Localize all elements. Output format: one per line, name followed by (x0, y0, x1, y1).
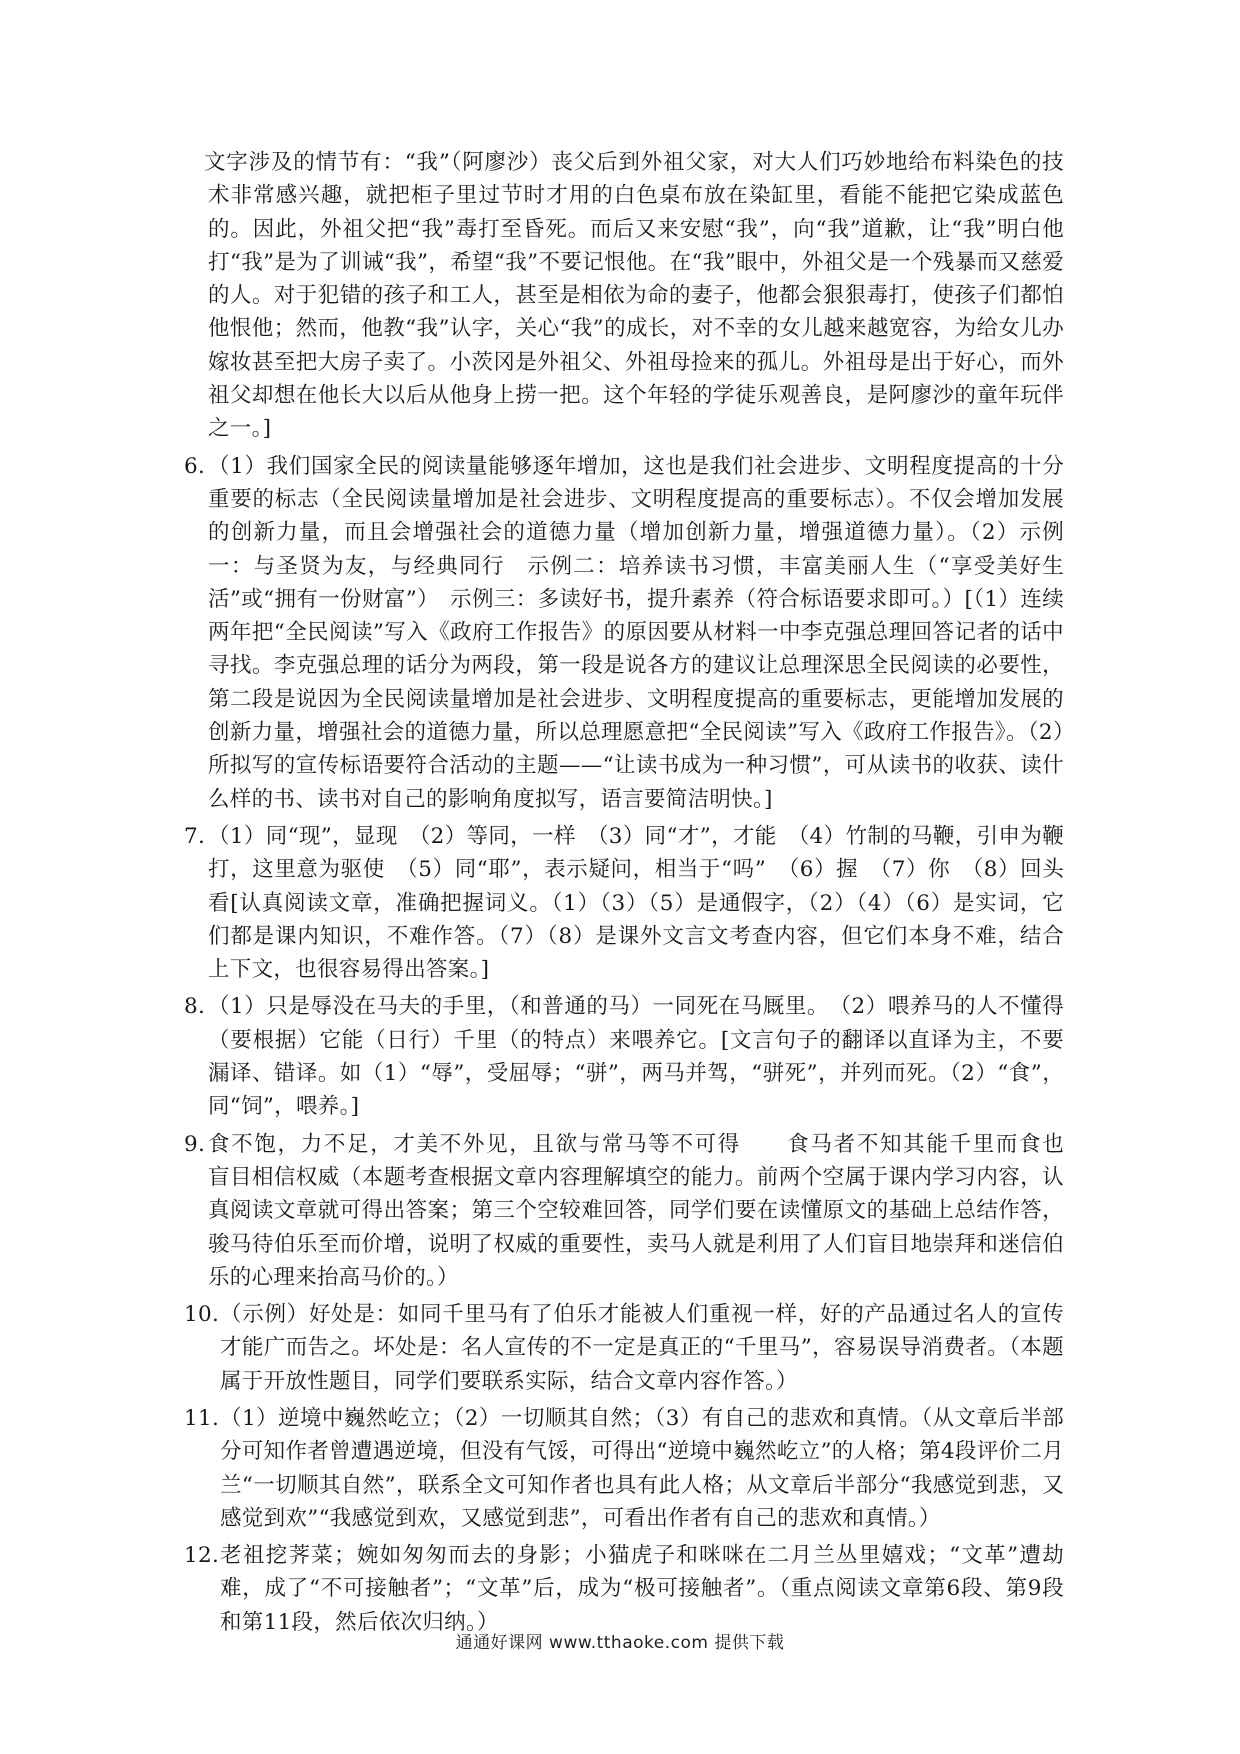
answer-number: 12. (184, 1543, 220, 1569)
answer-text: （示例）好处是：如同千里马有了伯乐才能被人们重视一样，好的产品通过名人的宣传才能广而告之。坏处是：名人宣传的不一定是真正的“千里马”，容易误导消费者。（本题属于开放性题目，同学们要联系实际，结合文章内容作答。） (220, 1302, 1064, 1394)
answer-text: （1）同“现”，显现 （2）等同，一样 （3）同“才”，才能 （4）竹制的马鞭，引申为鞭打，这里意为驱使 （5）同“耶”，表示疑问，相当于“吗” （6）握 （7）你 （8）回头看[认真阅读文章，准确把握词义。（1）（3）（5）是通假字，（2）（4）（6）是实词，它们都是课内知识，不难作答。（7）（8）是课外文言文考查内容，但它们本身不难，结合上下文，也很容易得出答案。] (208, 823, 1064, 983)
answer-text: 老祖挖荠菜；婉如匆匆而去的身影；小猫虎子和咪咪在二月兰丛里嬉戏；“文革”遭劫难，成了“不可接触者”；“文革”后，成为“极可接触者”。（重点阅读文章第6段、第9段和第11段，然后依次归纳。） (220, 1543, 1064, 1635)
answer-number: 11. (184, 1405, 220, 1431)
answer-number: 6. (184, 453, 206, 479)
answer-item-7 (184, 820, 1064, 986)
answer-item-10 (184, 1298, 1064, 1398)
answer-item-11 (184, 1402, 1064, 1535)
answer-number: 9. (184, 1131, 206, 1157)
answer-number: 7. (184, 823, 206, 849)
answer-content (184, 146, 1108, 1639)
answer-text: 食不饱，力不足，才美不外见，且欲与常马等不可得 食马者不知其能千里而食也 盲目相信权威（本题考查根据文章内容理解填空的能力。前两个空属于课内学习内容，认真阅读文章就可得出答案；第三个空较难回答，同学们要在读懂原文的基础上总结作答，骏马待伯乐至而价增，说明了权威的重要性，卖马人就是利用了人们盲目地崇拜和迷信伯乐的心理来抬高马价的。） (208, 1131, 1108, 1290)
answer-item-6 (184, 450, 1064, 816)
intro-paragraph: 文字涉及的情节有：“我”（阿廖沙）丧父后到外祖父家，对大人们巧妙地给布料染色的技术非常感兴趣，就把柜子里过节时才用的白色桌布放在染缸里，看能不能把它染成蓝色的。因此，外祖父把“我”毒打至昏死。而后又来安慰“我”，向“我”道歉，让“我”明白他打“我”是为了训诫“我”，希望“我”不要记恨他。在“我”眼中，外祖父是一个残暴而又慈爱的人。对于犯错的孩子和工人，甚至是相依为命的妻子，他都会狠狠毒打，使孩子们都怕他恨他；然而，他教“我”认字，关心“我”的成长，对不幸的女儿越来越宽容，为给女儿办嫁妆甚至把大房子卖了。小茨冈是外祖父、外祖母捡来的孤儿。外祖母是出于好心，而外祖父却想在他长大以后从他身上捞一把。这个年轻的学徒乐观善良，是阿廖沙的童年玩伴之一。] (204, 150, 1064, 442)
answer-number: 10. (184, 1302, 220, 1328)
page-footer: 通通好课网 www.tthaoke.com 提供下载 (455, 1633, 785, 1653)
answer-item-9 (184, 1128, 1108, 1294)
answer-text: （1）我们国家全民的阅读量能够逐年增加，这也是我们社会进步、文明程度提高的十分重要的标志（全民阅读量增加是社会进步、文明程度提高的重要标志）。不仅会增加发展的创新力量，而且会增强社会的道德力量（增加创新力量，增强道德力量）。（2）示例一：与圣贤为友，与经典同行 示例二：培养读书习惯，丰富美丽人生（“享受美好生活”或“拥有一份财富”） 示例三：多读好书，提升素养（符合标语要求即可。）[（1）连续两年把“全民阅读”写入《政府工作报告》的原因要从材料一中李克强总理回答记者的话中寻找。李克强总理的话分为两段，第一段是说各方的建议让总理深思全民阅读的必要性，第二段是说因为全民阅读量增加是社会进步、文明程度提高的重要标志，更能增加发展的创新力量，增强社会的道德力量，所以总理愿意把“全民阅读”写入《政府工作报告》。（2）所拟写的宣传标语要符合活动的主题——“让读书成为一种习惯”，可从读书的收获、读什么样的书、读书对自己的影响角度拟写，语言要简洁明快。] (208, 453, 1064, 812)
answer-text: （1）逆境中巍然屹立；（2）一切顺其自然；（3）有自己的悲欢和真情。（从文章后半部分可知作者曾遭遇逆境，但没有气馁，可得出“逆境中巍然屹立”的人格；第4段评价二月兰“一切顺其自然”，联系全文可知作者也具有此人格；从文章后半部分“我感觉到悲，又感觉到欢”“我感觉到欢，又感觉到悲”，可看出作者有自己的悲欢和真情。） (220, 1405, 1064, 1531)
answer-number: 8. (184, 994, 206, 1020)
answer-item-8 (184, 990, 1064, 1123)
answer-item-12 (184, 1539, 1064, 1639)
answer-text: （1）只是辱没在马夫的手里，（和普通的马）一同死在马厩里。 （2）喂养马的人不懂得（要根据）它能（日行）千里（的特点）来喂养它。[文言句子的翻译以直译为主，不要漏译、错译。如（1）“辱”，受屈辱；“骈”，两马并驾，“骈死”，并列而死。（2）“食”，同“饲”，喂养。] (208, 994, 1064, 1120)
